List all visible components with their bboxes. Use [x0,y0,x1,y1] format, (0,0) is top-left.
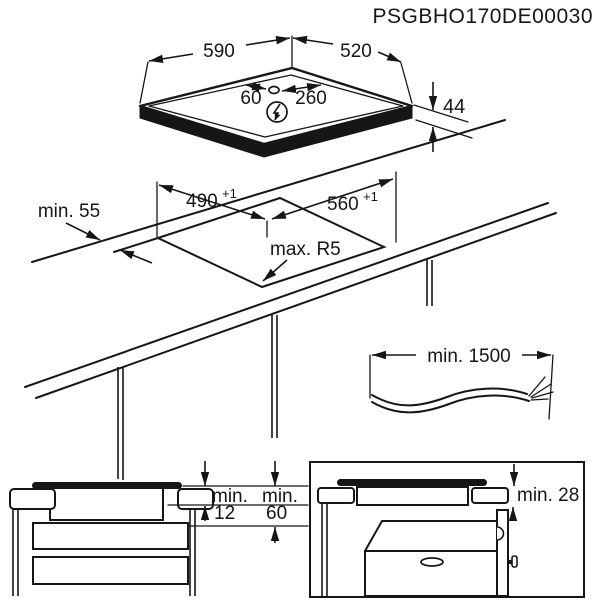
hob-width-label: 590 [203,41,235,62]
lightning-icon [267,102,287,122]
cabinet-leg [427,259,432,306]
min-12-value: 12 [214,503,236,524]
connection-right-label: 260 [295,88,327,109]
drawer-clearance-detail [10,461,308,596]
dim-cutout-width [272,172,396,242]
worktop-profile-left [10,489,55,509]
dim-cutout-depth [157,182,267,237]
corner-radius-label: max. R5 [270,239,341,260]
edge-clearance-label: min. 55 [37,201,101,222]
worktop-view [25,120,556,480]
cutout-depth-tolerance: +1 [222,186,237,201]
cabinet-leg [272,314,277,438]
cabinet-side-left [13,509,18,596]
cutout-width-tolerance: +1 [363,189,378,204]
power-cable [370,346,553,419]
hob-body-profile [357,487,468,505]
cable-wires [372,377,553,412]
hob-isometric-view [140,36,472,157]
part-number: PSGBHO170DE00030 [372,5,593,28]
hob-height-label: 44 [443,96,466,118]
min-28-label: min. 28 [517,485,580,506]
hob-depth-label: 520 [340,41,372,62]
oven-clearance-detail [310,462,584,597]
drawer-2 [33,557,188,584]
oven-handle [421,558,443,566]
worktop-profile-right [178,489,213,509]
cutout-depth-label: 490 [186,191,218,212]
hob-glass-profile [337,479,487,486]
cable-length-label: min. 1500 [427,346,511,367]
connection-left-label: 60 [240,88,262,109]
dim-cable-length [370,346,553,419]
min-60-label: min. [262,486,298,507]
dim-hob-height [414,82,472,152]
cabinet-leg [118,367,123,480]
drawer-1 [33,523,188,549]
cabinet-side-right [190,509,195,596]
min-60-value: 60 [266,503,288,524]
min-12-label: min. [212,486,248,507]
hob-glass-profile [32,482,182,489]
worktop-profile-right [472,488,508,503]
worktop-profile-left [318,488,354,503]
power-connection-point [269,87,279,94]
hob-body-profile [50,487,163,520]
cutout-width-label: 560 [327,194,359,215]
